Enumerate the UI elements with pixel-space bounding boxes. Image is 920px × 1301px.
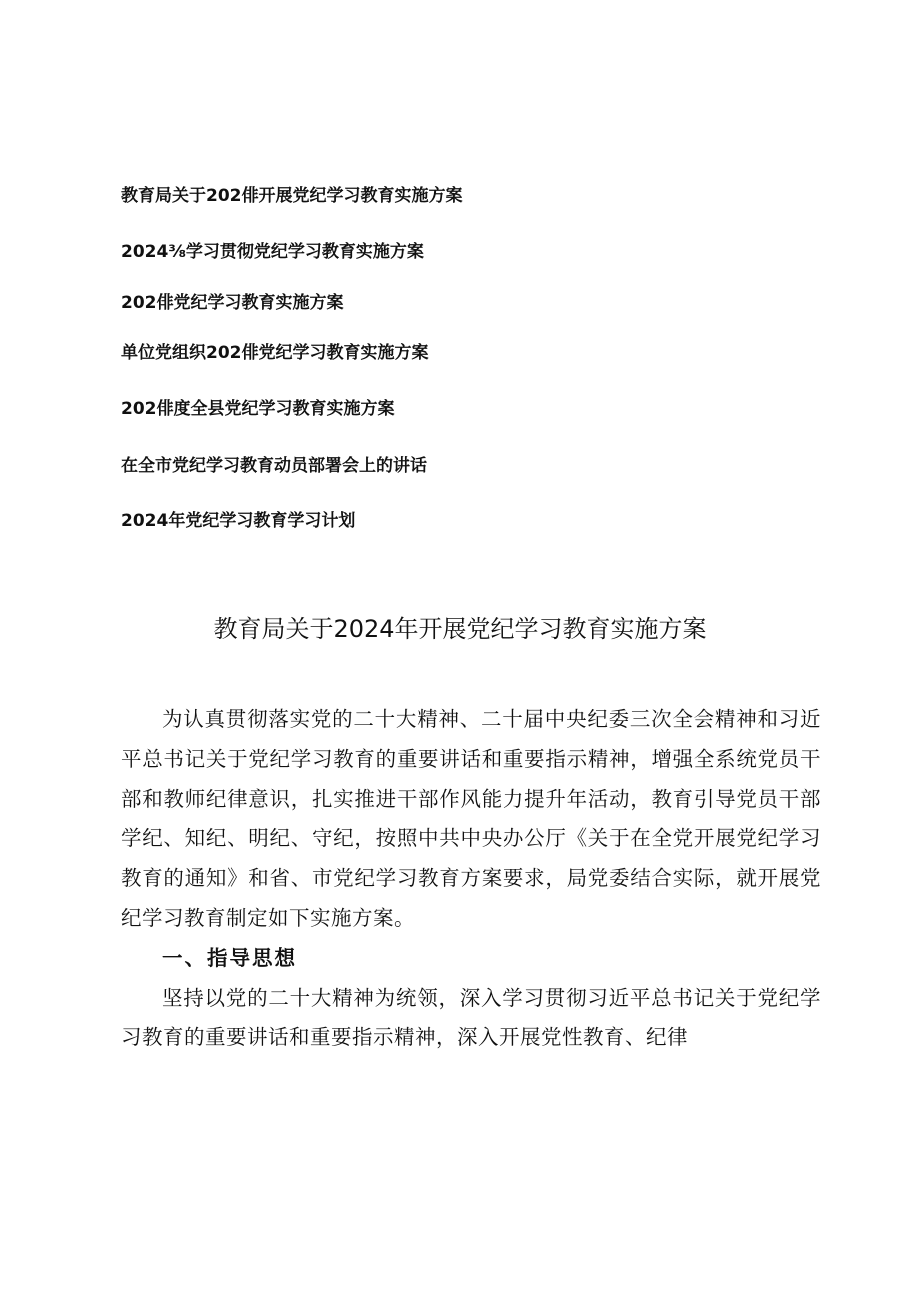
- body-paragraph: 为认真贯彻落实党的二十大精神、二十届中央纪委三次全会精神和习近平总书记关于党纪学习教育的重要讲话和重要指示精神，增强全系统党员干部和教师纪律意识，扎实推进干部作风能力提升年活动，教育引导党员干部学纪、知纪、明纪、守纪，按照中共中央办公厅《关于在全党开展党纪学习教育的通知》和省、市党纪学习教育方案要求，局党委结合实际，就开展党纪学习教育制定如下实施方案。: [121, 707, 821, 930]
- body-paragraph: 坚持以党的二十大精神为统领，深入学习贯彻习近平总书记关于党纪学习教育的重要讲话和重要指示精神，深入开展党性教育、纪律: [121, 985, 821, 1050]
- toc-item: 2024⅜学习贯彻党纪学习教育实施方案: [121, 242, 424, 262]
- toc-item: 202俳度全县党纪学习教育实施方案: [121, 399, 395, 419]
- toc-item: 202俳党纪学习教育实施方案: [121, 293, 344, 313]
- document-body: [121, 700, 821, 1058]
- toc-item: 2024年党纪学习教育学习计划: [121, 511, 356, 531]
- toc-item: 单位党组织202俳党纪学习教育实施方案: [121, 343, 429, 363]
- section-heading: 一、指导思想: [162, 945, 297, 970]
- toc-item: 教育局关于202俳开展党纪学习教育实施方案: [121, 186, 463, 206]
- toc-item: 在全市党纪学习教育动员部署会上的讲话: [121, 456, 427, 476]
- document-title: 教育局关于2024年开展党纪学习教育实施方案: [213, 615, 707, 643]
